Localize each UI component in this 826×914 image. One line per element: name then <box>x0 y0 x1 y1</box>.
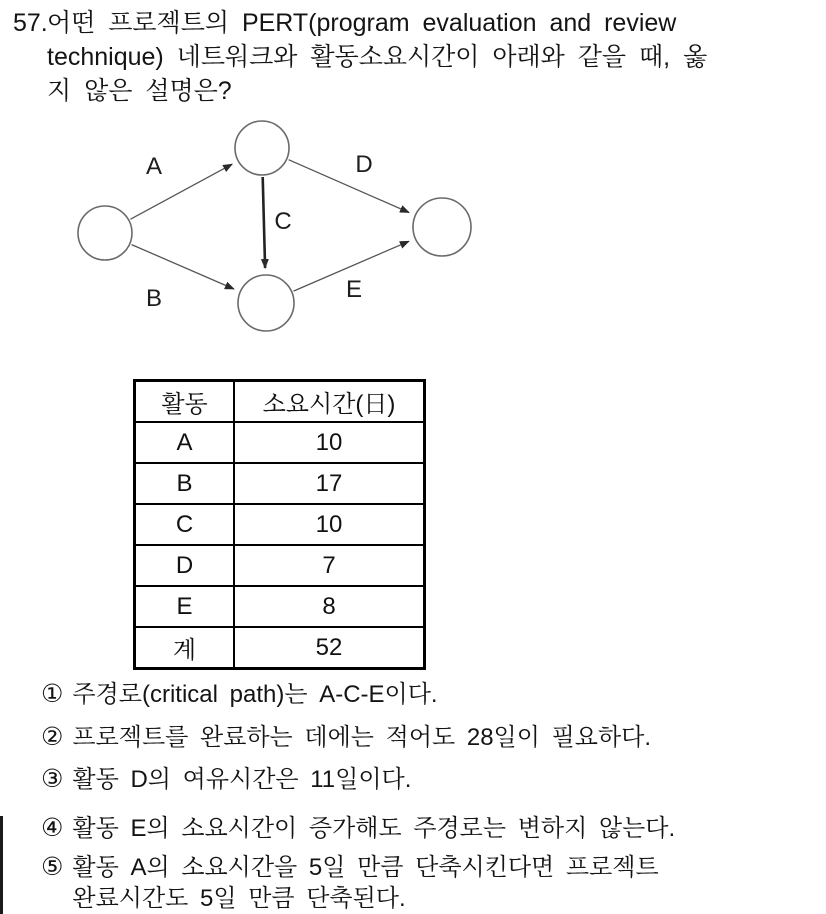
choice-2-marker: ② <box>41 723 64 751</box>
edge-arrow-B <box>132 245 234 289</box>
table-row <box>135 504 425 545</box>
node-upper <box>235 121 289 175</box>
node-start <box>78 206 132 260</box>
table-row <box>135 627 425 669</box>
node-end <box>413 198 471 256</box>
choice-2 <box>41 722 651 753</box>
duration-cell: 10 <box>234 504 425 545</box>
choice-1 <box>41 679 438 710</box>
table-row <box>135 586 425 627</box>
question-text <box>47 6 707 108</box>
choice-1-marker: ① <box>41 680 64 708</box>
header-duration: 소요시간(日) <box>234 381 425 423</box>
choice-3 <box>41 764 411 795</box>
edge-label-D: D <box>355 151 373 178</box>
duration-cell: 8 <box>234 586 425 627</box>
duration-cell: 52 <box>234 627 425 669</box>
choice-3-marker: ③ <box>41 765 64 793</box>
question-line: 어떤 프로젝트의 PERT(program evaluation and review <box>47 9 677 37</box>
node-lower <box>238 275 294 331</box>
table-row <box>135 422 425 463</box>
table-header-row <box>135 381 425 423</box>
choice-5-text-line2: 완료시간도 5일 만큼 단축된다. <box>72 885 406 912</box>
duration-cell: 7 <box>234 545 425 586</box>
header-activity: 활동 <box>135 381 235 423</box>
edge-label-B: B <box>145 285 163 312</box>
choice-1-text: 주경로(critical path)는 A-C-E이다. <box>72 681 438 708</box>
table-row <box>135 545 425 586</box>
edge-label-C: C <box>274 208 292 235</box>
question-line: technique) 네트워크와 활동소요시간이 아래와 같을 때, 옳 <box>47 43 708 71</box>
duration-cell: 10 <box>234 422 425 463</box>
duration-cell: 17 <box>234 463 425 504</box>
activity-cell: C <box>135 504 235 545</box>
activity-cell: A <box>135 422 235 463</box>
pert-network-diagram <box>60 105 480 353</box>
choice-5-marker: ⑤ <box>41 853 64 881</box>
edge-label-A: A <box>145 153 163 180</box>
choice-3-text: 활동 D의 여유시간은 11일이다. <box>72 766 412 793</box>
table-row <box>135 463 425 504</box>
page-edge-scan-line <box>0 816 3 914</box>
edge-arrow-D <box>289 160 409 213</box>
edge-label-E: E <box>345 276 363 303</box>
activity-cell: B <box>135 463 235 504</box>
choice-5-text-line1: 활동 A의 소요시간을 5일 만큼 단축시킨다면 프로젝트 <box>72 854 659 881</box>
choice-5 <box>41 852 659 914</box>
activity-cell: 계 <box>135 627 235 669</box>
question-line: 지 않은 설명은? <box>47 77 232 105</box>
question-block <box>13 6 707 108</box>
activity-cell: D <box>135 545 235 586</box>
question-number: 57. <box>13 9 48 37</box>
edge-arrow-C <box>263 177 265 268</box>
choice-4-marker: ④ <box>41 814 64 842</box>
choice-2-text: 프로젝트를 완료하는 데에는 적어도 28일이 필요하다. <box>72 724 651 751</box>
activity-duration-table <box>133 379 426 670</box>
choice-4-text: 활동 E의 소요시간이 증가해도 주경로는 변하지 않는다. <box>72 815 676 842</box>
choice-4 <box>41 813 675 844</box>
activity-cell: E <box>135 586 235 627</box>
